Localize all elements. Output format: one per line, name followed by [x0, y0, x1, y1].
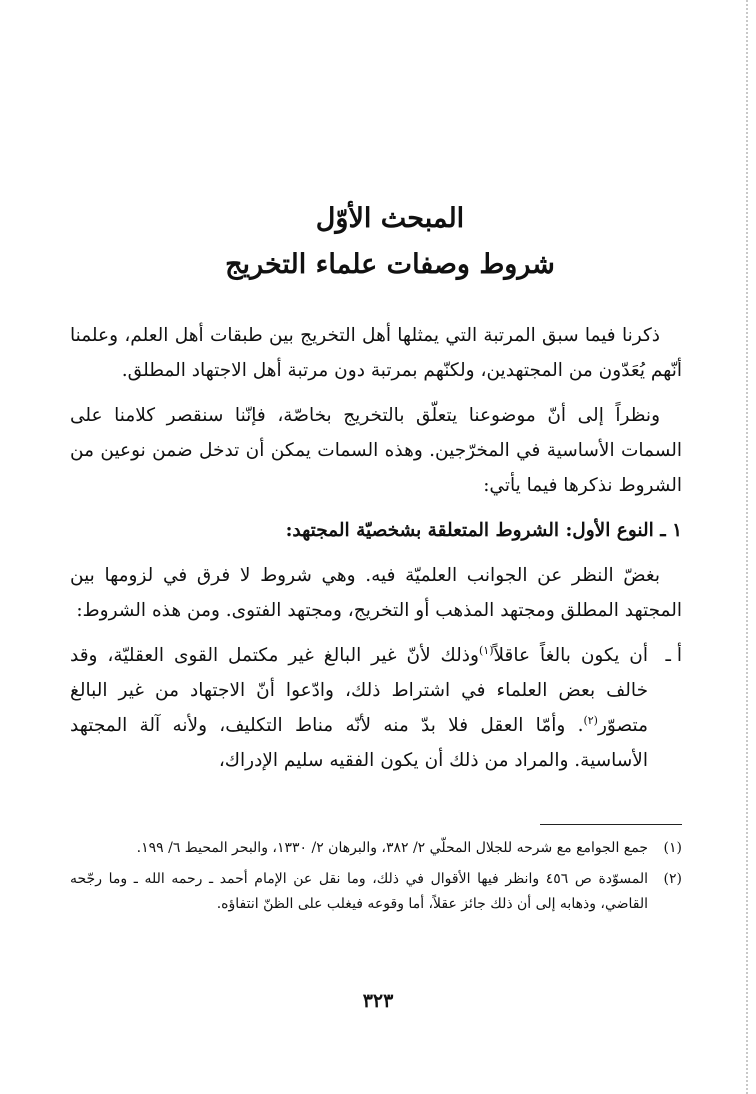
margin-dotted-line: [746, 0, 748, 1094]
list-item-text: [70, 638, 648, 778]
body-text: [70, 318, 682, 778]
footnotes: [70, 836, 682, 923]
item-text-part-1: أن يكون بالغاً عاقلاً: [493, 645, 648, 666]
paragraph-2: ونظراً إلى أنّ موضوعنا يتعلّق بالتخريج بخاصّة، فإنّنا سنقصر كلامنا على السمات الأساسية في المخرّجين. وهذه السمات يمكن أن تدخل ضمن نوعين من الشروط نذكرها فيما يأتي:: [70, 405, 682, 496]
chapter-title: [180, 196, 600, 288]
footnote-2: [70, 867, 682, 917]
footnote-divider: [540, 824, 682, 825]
item-text-part-3: . وأمّا العقل فلا بدّ منه لأنّه مناط التكليف، ولأنه آلة المجتهد الأساسية. والمراد من ذلك أن يكون الفقيه سليم الإدراك،: [70, 715, 648, 771]
paragraph-3: بغضّ النظر عن الجوانب العلميّة فيه. وهي شروط لا فرق في لزومها بين المجتهد المطلق ومجتهد المذهب أو التخريج، ومجتهد الفتوى. ومن هذه الشروط:: [70, 565, 682, 621]
footnote-ref-1[interactable]: (١): [478, 643, 494, 657]
title-line-1: المبحث الأوّل: [315, 203, 465, 234]
footnote-text: المسوّدة ص ٤٥٦ وانظر فيها الأقوال في ذلك، وما نقل عن الإمام أحمد ـ رحمه الله ـ وما رجّحه القاضي، وذهابه إلى أن ذلك جائز عقلاً، أما وقوعه فيغلب على الظنّ انتفاؤه.: [70, 871, 648, 912]
footnote-number: (٢): [663, 871, 682, 887]
title-line-2: شروط وصفات علماء التخريج: [225, 249, 555, 280]
list-item-a: [70, 638, 682, 778]
section-heading: ١ ـ النوع الأول: الشروط المتعلقة بشخصيّة المجتهد:: [285, 520, 682, 541]
footnote-1: [70, 836, 682, 861]
footnote-ref-2[interactable]: (٢): [583, 713, 598, 727]
page-number: ٣٢٣: [362, 990, 394, 1012]
footnote-number: (١): [663, 840, 682, 856]
list-item-letter: أ ـ: [665, 645, 682, 666]
footnote-text: جمع الجوامع مع شرحه للجلال المحلّي ٢/ ٣٨٢، والبرهان ٢/ ١٣٣٠، والبحر المحيط ٦/ ١٩٩.: [136, 840, 648, 856]
paragraph-1: ذكرنا فيما سبق المرتبة التي يمثلها أهل التخريج بين طبقات أهل العلم، وعلمنا أنّهم يُعَدّون من المجتهدين، ولكنّهم بمرتبة دون مرتبة أهل الاجتهاد المطلق.: [70, 325, 682, 381]
item-text-part-2: وذلك لأنّ غير البالغ غير مكتمل القوى العقليّة، وقد خالف بعض العلماء في اشتراط ذلك، وادّعوا أنّ الاجتهاد من غير البالغ متصوّر: [70, 645, 648, 736]
